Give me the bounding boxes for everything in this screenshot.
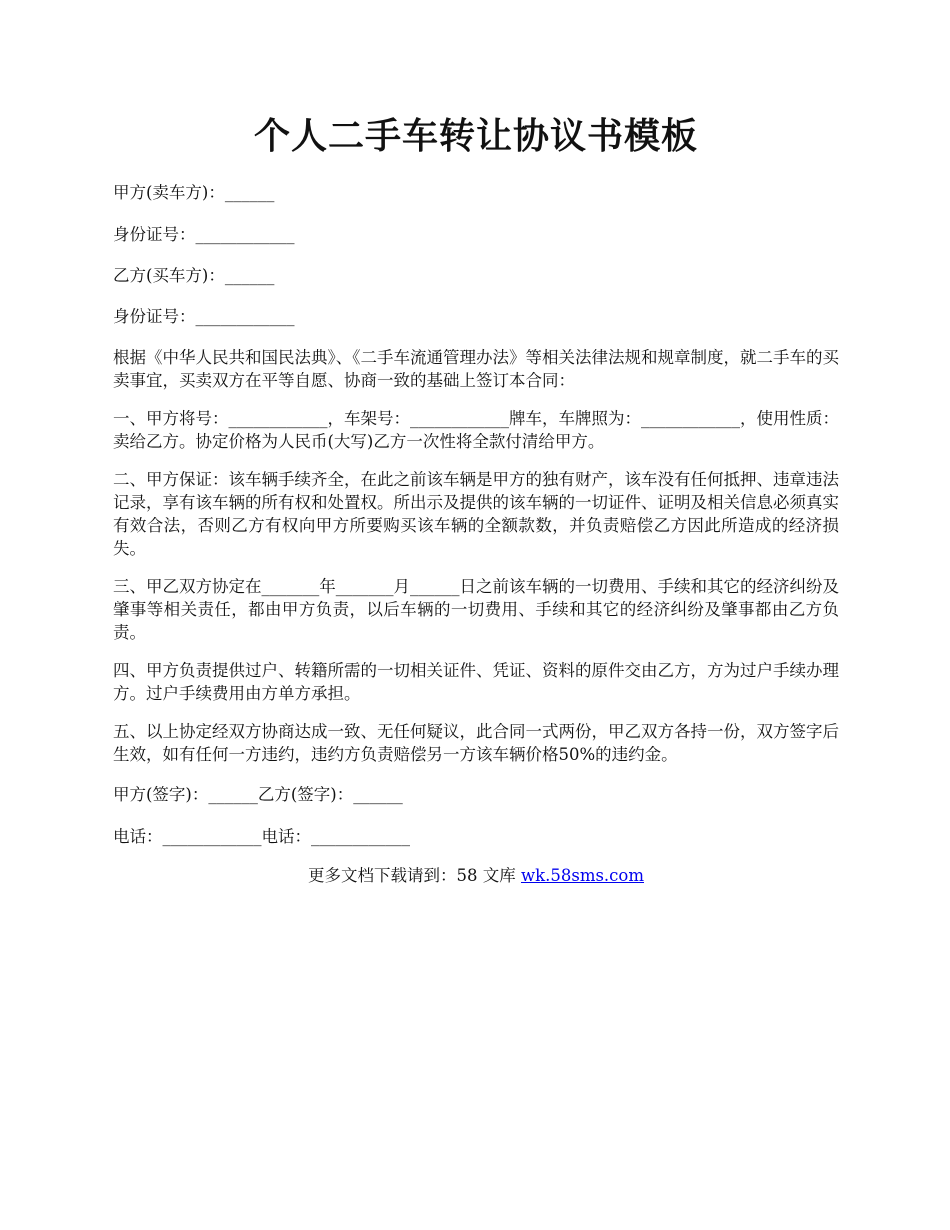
intro-paragraph: 根据《中华人民共和国民法典》、《二手车流通管理办法》等相关法律法规和规章制度，就二手车的买卖事宜，买卖双方在平等自愿、协商一致的基础上签订本合同： bbox=[113, 348, 839, 390]
buyer-id-line: 身份证号：____________ bbox=[113, 307, 295, 326]
footer-prefix: 更多文档下载请到：58 文库 bbox=[307, 866, 521, 885]
signature-line: 甲方(签字)：______乙方(签字)：______ bbox=[113, 785, 403, 804]
clause-1: 一、甲方将号：____________，车架号：____________牌车，车牌照为：____________，使用性质：卖给乙方。协定价格为人民币(大写)乙方一次性将全款付清给甲方。 bbox=[113, 409, 839, 451]
seller-line: 甲方(卖车方)：______ bbox=[113, 183, 275, 202]
clause-2: 二、甲方保证：该车辆手续齐全，在此之前该车辆是甲方的独有财产，该车没有任何抵押、违章违法记录，享有该车辆的所有权和处置权。所出示及提供的该车辆的一切证件、证明及相关信息必须真实有效合法，否则乙方有权向甲方所要购买该车辆的全额款数，并负责赔偿乙方因此所造成的经济损失。 bbox=[113, 470, 839, 558]
footer bbox=[113, 864, 839, 887]
clause-4: 四、甲方负责提供过户、转籍所需的一切相关证件、凭证、资料的原件交由乙方，方为过户手续办理方。过户手续费用由方单方承担。 bbox=[113, 661, 839, 703]
buyer-line: 乙方(买车方)：______ bbox=[113, 266, 275, 285]
clause-5: 五、以上协定经双方协商达成一致、无任何疑议，此合同一式两份，甲乙双方各持一份，双方签字后生效，如有任何一方违约，违约方负责赔偿另一方该车辆价格50%的违约金。 bbox=[113, 722, 839, 764]
footer-link[interactable]: wk.58sms.com bbox=[520, 866, 644, 885]
clause-3: 三、甲乙双方协定在_______年_______月______日之前该车辆的一切费用、手续和其它的经济纠纷及肇事等相关责任，都由甲方负责，以后车辆的一切费用、手续和其它的经济纠纷及肇事都由乙方负责。 bbox=[113, 577, 839, 642]
phone-line: 电话：____________电话：____________ bbox=[113, 827, 410, 846]
page-title: 个人二手车转让协议书模板 bbox=[253, 115, 698, 157]
seller-id-line: 身份证号：____________ bbox=[113, 225, 295, 244]
